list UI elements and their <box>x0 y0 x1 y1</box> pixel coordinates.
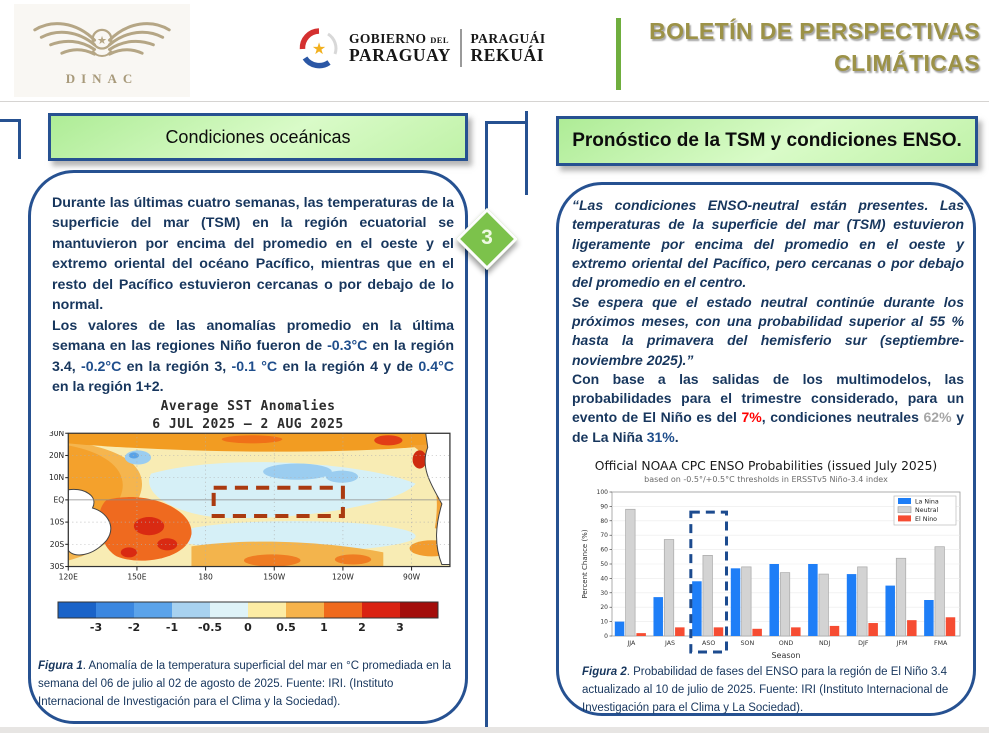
svg-text:90: 90 <box>600 503 608 511</box>
connector-center-vertical <box>525 111 528 195</box>
svg-text:Neutral: Neutral <box>915 507 939 515</box>
enso-quote-1: “Las condiciones ENSO-neutral están presentes. Las temperaturas de la superficie del mar (TSM) estuvieron ligeramente por encima del promedio en el oeste y extremo oriental del Pacífico, pero cercanas o por debajo del promedio en el centro. <box>572 197 964 291</box>
svg-text:ASO: ASO <box>702 640 716 647</box>
gov-line1a: GOBIERNO <box>349 30 427 46</box>
svg-text:20S: 20S <box>49 539 65 549</box>
bulletin-title-line1: BOLETÍN DE PERSPECTIVAS <box>649 18 980 44</box>
gov-text-right <box>471 32 546 65</box>
svg-text:10: 10 <box>600 618 608 626</box>
sst-map-title-line2: 6 JUL 2025 – 2 AUG 2025 <box>152 416 344 432</box>
enso-probabilities-chart <box>578 486 968 664</box>
svg-text:30: 30 <box>600 589 608 597</box>
svg-text:150E: 150E <box>127 572 147 582</box>
sst-map-title <box>28 398 468 433</box>
svg-text:3: 3 <box>396 621 404 634</box>
bulletin-title <box>610 15 980 79</box>
svg-text:-0.5: -0.5 <box>197 621 223 634</box>
svg-text:20: 20 <box>600 604 608 612</box>
header-divider-line <box>0 101 989 102</box>
svg-text:NDJ: NDJ <box>818 640 831 647</box>
svg-text:El Nino: El Nino <box>915 515 938 523</box>
gov-emblem-icon <box>298 27 340 69</box>
sst-anomaly-map <box>40 431 456 593</box>
figure2-text: . Probabilidad de fases del ENSO para la región de El Niño 3.4 actualizado al 10 de julio de 2025. Fuente: IRI (Instituto Internacional de Investigación para el Clima y La Sociedad). <box>582 666 949 714</box>
svg-text:OND: OND <box>778 640 794 647</box>
section-header-pronostico-tsm-enso <box>556 116 978 166</box>
svg-text:FMA: FMA <box>933 640 948 647</box>
dinac-label: DINAC <box>65 71 139 86</box>
enso-chart-title: Official NOAA CPC ENSO Probabilities (issued July 2025) <box>594 459 938 473</box>
right-header-label: Pronóstico de la TSM y condiciones ENSO. <box>572 130 962 151</box>
svg-text:2: 2 <box>358 621 366 634</box>
sst-summary-paragraph: Durante las últimas cuatro semanas, las temperaturas de la superficie del mar (TSM) en la región ecuatorial se mantuvieron por encima del promedio en el oeste y el extremo oriental del océano Pacífico, mientras que en el resto del Pacífico estuvieron cercanas o por debajo de lo normal. <box>52 195 454 314</box>
enso-chart-subtitle: based on -0.5°/+0.5°C thresholds in ERSSTv5 Niño-3.4 index <box>644 475 888 484</box>
right-text-block <box>572 196 964 447</box>
svg-text:120E: 120E <box>58 572 78 582</box>
svg-text:40: 40 <box>600 575 608 583</box>
svg-text:DJF: DJF <box>858 640 869 647</box>
svg-text:10S: 10S <box>49 517 65 527</box>
svg-text:Percent Chance (%): Percent Chance (%) <box>581 529 589 599</box>
enso-probabilities-paragraph: Con base a las salidas de los multimodelos, las probabilidades para el trimestre considerado, para un evento de El Niño es del 7%, condiciones neutrales 62% y de La Niña 31%. <box>572 370 964 445</box>
svg-text:★: ★ <box>96 33 108 47</box>
left-text-block <box>52 193 454 397</box>
figure1-caption <box>38 658 462 711</box>
svg-text:180: 180 <box>198 572 213 582</box>
gov-paraguay-logo <box>298 20 545 76</box>
svg-text:150W: 150W <box>263 572 286 582</box>
connector-center-horizontal <box>485 121 528 124</box>
svg-text:EQ: EQ <box>53 495 65 505</box>
svg-text:70: 70 <box>600 532 608 540</box>
gov-right2: REKUÁI <box>470 44 545 65</box>
dinac-wings-icon <box>26 14 178 70</box>
bulletin-title-line2: CLIMÁTICAS <box>834 50 980 76</box>
svg-text:10N: 10N <box>48 473 65 483</box>
gov-text-left <box>349 32 451 65</box>
svg-text:JFM: JFM <box>896 640 908 647</box>
svg-text:★: ★ <box>311 39 327 58</box>
svg-text:JJA: JJA <box>627 640 636 647</box>
svg-text:60: 60 <box>600 546 608 554</box>
svg-text:100: 100 <box>596 489 608 496</box>
dinac-logo <box>14 4 190 97</box>
footer-strip <box>0 727 989 733</box>
figure1-label: Figura 1 <box>38 660 83 672</box>
svg-text:0: 0 <box>604 633 608 640</box>
svg-text:80: 80 <box>600 517 608 525</box>
figure1-text: . Anomalía de la temperatura superficial del mar en °C promediada en la semana del 06 de julio al 02 de agosto de 2025. Fuente: IRI. (Instituto Internacional de Investigación para el Clima y la Sociedad). <box>38 660 452 708</box>
svg-text:120W: 120W <box>331 572 354 582</box>
svg-text:50: 50 <box>600 561 608 568</box>
svg-text:La Nina: La Nina <box>915 498 939 506</box>
svg-text:JAS: JAS <box>664 640 676 647</box>
sst-colorbar <box>48 597 448 637</box>
connector-left-vertical <box>18 119 21 159</box>
figure2-caption <box>582 664 964 717</box>
gov-line2: PARAGUAY <box>349 44 452 65</box>
page-number: 3 <box>481 226 493 249</box>
svg-text:-1: -1 <box>165 621 179 634</box>
svg-text:Season: Season <box>771 651 801 660</box>
svg-text:20N: 20N <box>48 450 65 460</box>
svg-text:-3: -3 <box>89 621 103 634</box>
sst-map-title-line1: Average SST Anomalies <box>160 399 336 414</box>
svg-text:0: 0 <box>244 621 252 634</box>
svg-text:1: 1 <box>320 621 328 634</box>
svg-text:90W: 90W <box>403 572 421 582</box>
svg-text:0.5: 0.5 <box>276 621 296 634</box>
svg-text:SON: SON <box>740 640 755 647</box>
svg-text:30N: 30N <box>48 431 65 438</box>
enso-quote-2: Se espera que el estado neutral continúe durante los próximos meses, con una probabilidad superior al 55 % hasta la primavera del hemisferio sur (septiembre-noviembre 2025).” <box>572 293 964 368</box>
svg-text:30S: 30S <box>49 562 65 572</box>
nino-anomalies-paragraph: Los valores de las anomalías promedio en la última semana en las regiones Niño fueron de -0.3°C en la región 3.4, -0.2°C en la región 3, -0.1 °C en la región 4 y de 0.4°C en la región 1+2. <box>52 317 455 395</box>
figure2-label: Figura 2 <box>582 666 627 678</box>
gov-logo-divider <box>460 29 462 67</box>
section-header-condiciones-oceanicas <box>48 113 468 161</box>
gov-right1: PARAGUÁI <box>470 30 546 46</box>
left-header-label: Condiciones oceánicas <box>165 126 351 147</box>
svg-text:-2: -2 <box>127 621 141 634</box>
gov-line1b: DEL <box>430 34 449 45</box>
